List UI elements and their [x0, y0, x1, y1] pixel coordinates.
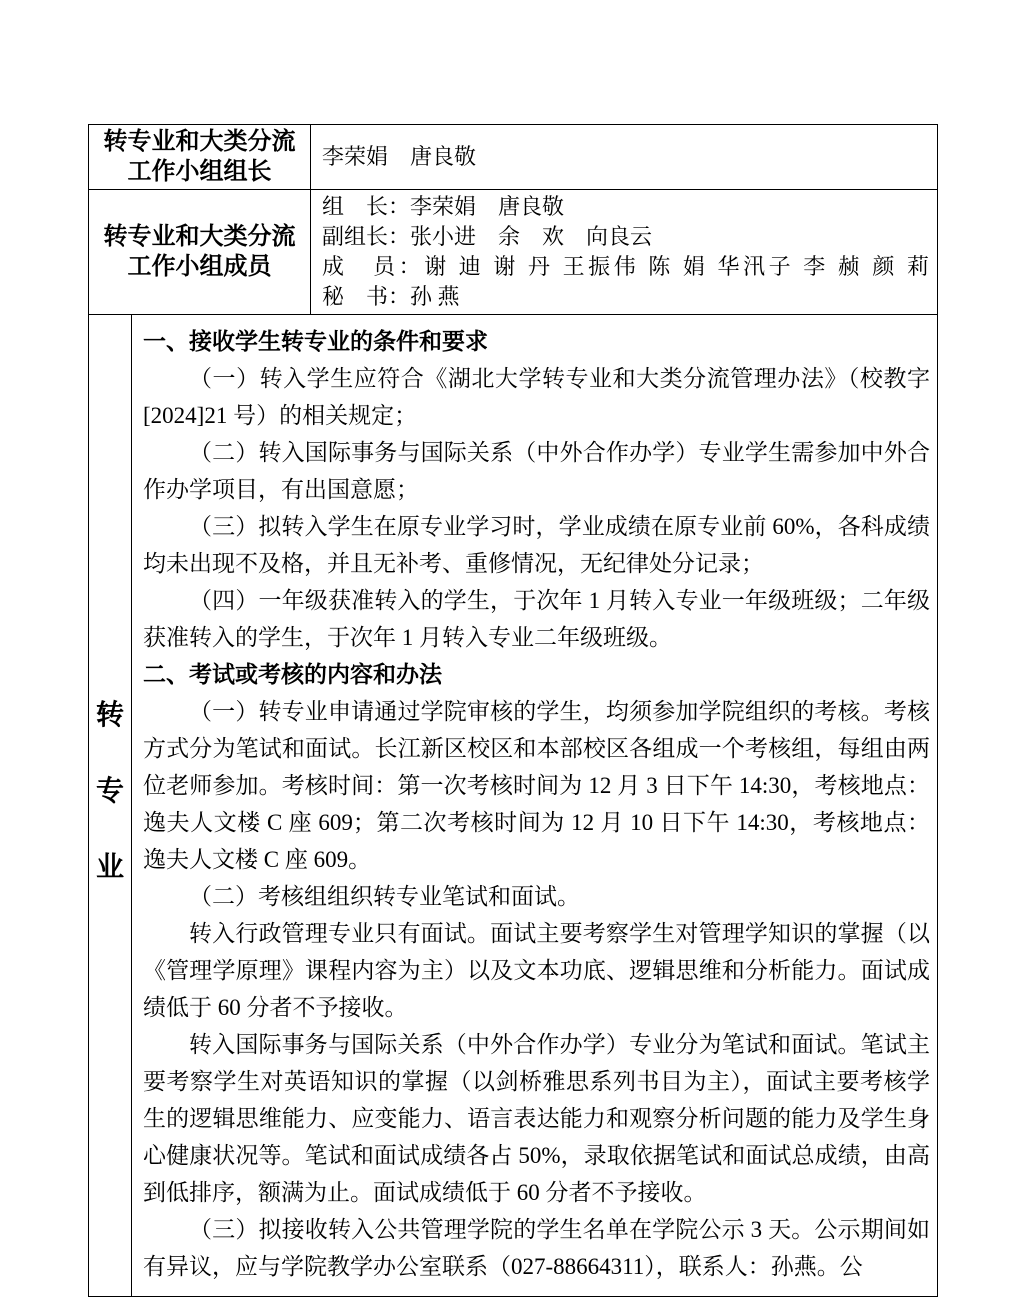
policy-paragraph: （三）拟转入学生在原专业学习时，学业成绩在原专业前 60%，各科成绩均未出现不及格，并且无补考、重修情况，无纪律处分记录； [143, 514, 930, 576]
transfer-policy-body [132, 315, 937, 1296]
policy-paragraph: （四）一年级获准转入的学生，于次年 1 月转入专业一年级班级；二年级获准转入的学生，于次年 1 月转入专业二年级班级。 [143, 588, 930, 650]
workgroup-leader-row [89, 125, 937, 189]
label-line: 工作小组成员 [127, 253, 272, 280]
leader-names-text: 李荣娟 唐良敬 [322, 144, 477, 169]
vertical-label-char: 专 [95, 774, 124, 806]
label-line: 工作小组组长 [127, 158, 272, 185]
policy-paragraph: 转入国际事务与国际关系（中外合作办学）专业分为笔试和面试。笔试主要考察学生对英语知识的掌握（以剑桥雅思系列书目为主），面试主要考核学生的逻辑思维能力、应变能力、语言表达能力和观察分析问题的能力及学生身心健康状况等。笔试和面试成绩各占 50%，录取依据笔试和面试总成绩，由高到低排序，额满为止。面试成绩低于 60 分者不予接收。 [143, 1032, 930, 1205]
members-line: 组 长：李荣娟 唐良敬 [322, 194, 565, 219]
workgroup-leader-names [311, 125, 937, 189]
workgroup-members-row [89, 189, 937, 314]
vertical-label-char: 业 [95, 850, 124, 882]
members-line: 成 员：谢 迪 谢 丹 王振伟 陈 娟 华汛子 李 赪 颜 莉 [322, 254, 929, 279]
policy-paragraph: （三）拟接收转入公共管理学院的学生名单在学院公示 3 天。公示期间如有异议，应与学院教学办公室联系（027-88664311），联系人：孙燕。公 [143, 1217, 930, 1279]
policy-paragraph: （二）转入国际事务与国际关系（中外合作办学）专业学生需参加中外合作办学项目，有出国意愿； [143, 440, 930, 502]
workgroup-members-label [89, 190, 311, 314]
policy-paragraph: 转入行政管理专业只有面试。面试主要考察学生对管理学知识的掌握（以《管理学原理》课程内容为主）以及文本功底、逻辑思维和分析能力。面试成绩低于 60 分者不予接收。 [143, 921, 930, 1020]
policy-paragraph: （一）转入学生应符合《湖北大学转专业和大类分流管理办法》（校教字[2024]21 号）的相关规定； [143, 366, 930, 428]
row-header-transfer-major [89, 315, 132, 1296]
section-heading: 二、考试或考核的内容和办法 [143, 661, 442, 687]
transfer-policy-row [89, 314, 937, 1296]
section-heading: 一、接收学生转专业的条件和要求 [143, 328, 488, 354]
workgroup-leader-label [89, 125, 311, 189]
transfer-workgroup-table [88, 124, 938, 1297]
vertical-label-char: 转 [95, 698, 124, 730]
label-line: 转专业和大类分流 [103, 223, 296, 250]
workgroup-members-list [311, 190, 937, 314]
policy-paragraph: （一）转专业申请通过学院审核的学生，均须参加学院组织的考核。考核方式分为笔试和面试。长江新区校区和本部校区各组成一个考核组，每组由两位老师参加。考核时间：第一次考核时间为 12 月 3 日下午 14:30，考核地点：逸夫人文楼 C 座 609；第二次考核时间为 12 月 10 日下午 14:30，考核地点：逸夫人文楼 C 座 609。 [143, 699, 930, 872]
members-line: 副组长：张小进 余 欢 向良云 [322, 224, 653, 249]
policy-paragraph: （二）考核组组织转专业笔试和面试。 [189, 884, 580, 909]
label-line: 转专业和大类分流 [103, 128, 296, 155]
members-line: 秘 书：孙 燕 [322, 284, 460, 309]
